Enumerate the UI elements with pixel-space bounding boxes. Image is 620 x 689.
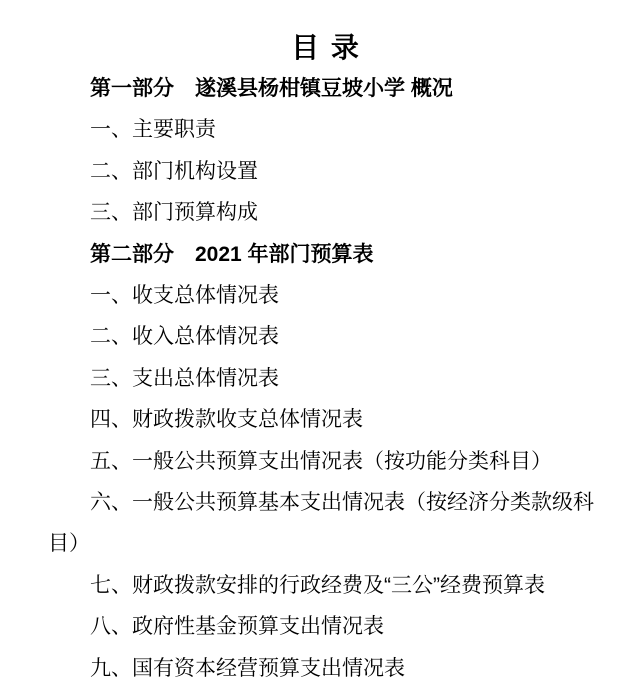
toc-item-s2-5: 五、一般公共预算支出情况表（按功能分类科目） [90,449,552,473]
toc-item-s2-1: 一、收支总体情况表 [90,284,279,308]
toc-item-s2-6: 六、一般公共预算基本支出情况表（按经济分类款级科目） [48,491,594,556]
toc-item-s2-7: 七、财政拨款安排的行政经费及“三公”经费预算表 [90,573,545,597]
section-1-heading: 第一部分 遂溪县杨柑镇豆坡小学 概况 [90,77,453,100]
toc-item-s1-2: 二、部门机构设置 [90,159,258,183]
toc-item-s1-3: 三、部门预算构成 [90,201,258,225]
toc-item-s2-2: 二、收入总体情况表 [90,325,279,349]
toc-item-s2-8: 八、政府性基金预算支出情况表 [90,615,384,639]
page-title: 目 录 [291,32,361,63]
toc-item-s2-3: 三、支出总体情况表 [90,366,279,390]
toc-item-s1-1: 一、主要职责 [90,118,216,142]
section-2-heading: 第二部分 2021 年部门预算表 [90,242,374,266]
toc-item-s2-4: 四、财政拨款收支总体情况表 [90,408,363,432]
toc-item-s2-9: 九、国有资本经营预算支出情况表 [90,656,405,680]
